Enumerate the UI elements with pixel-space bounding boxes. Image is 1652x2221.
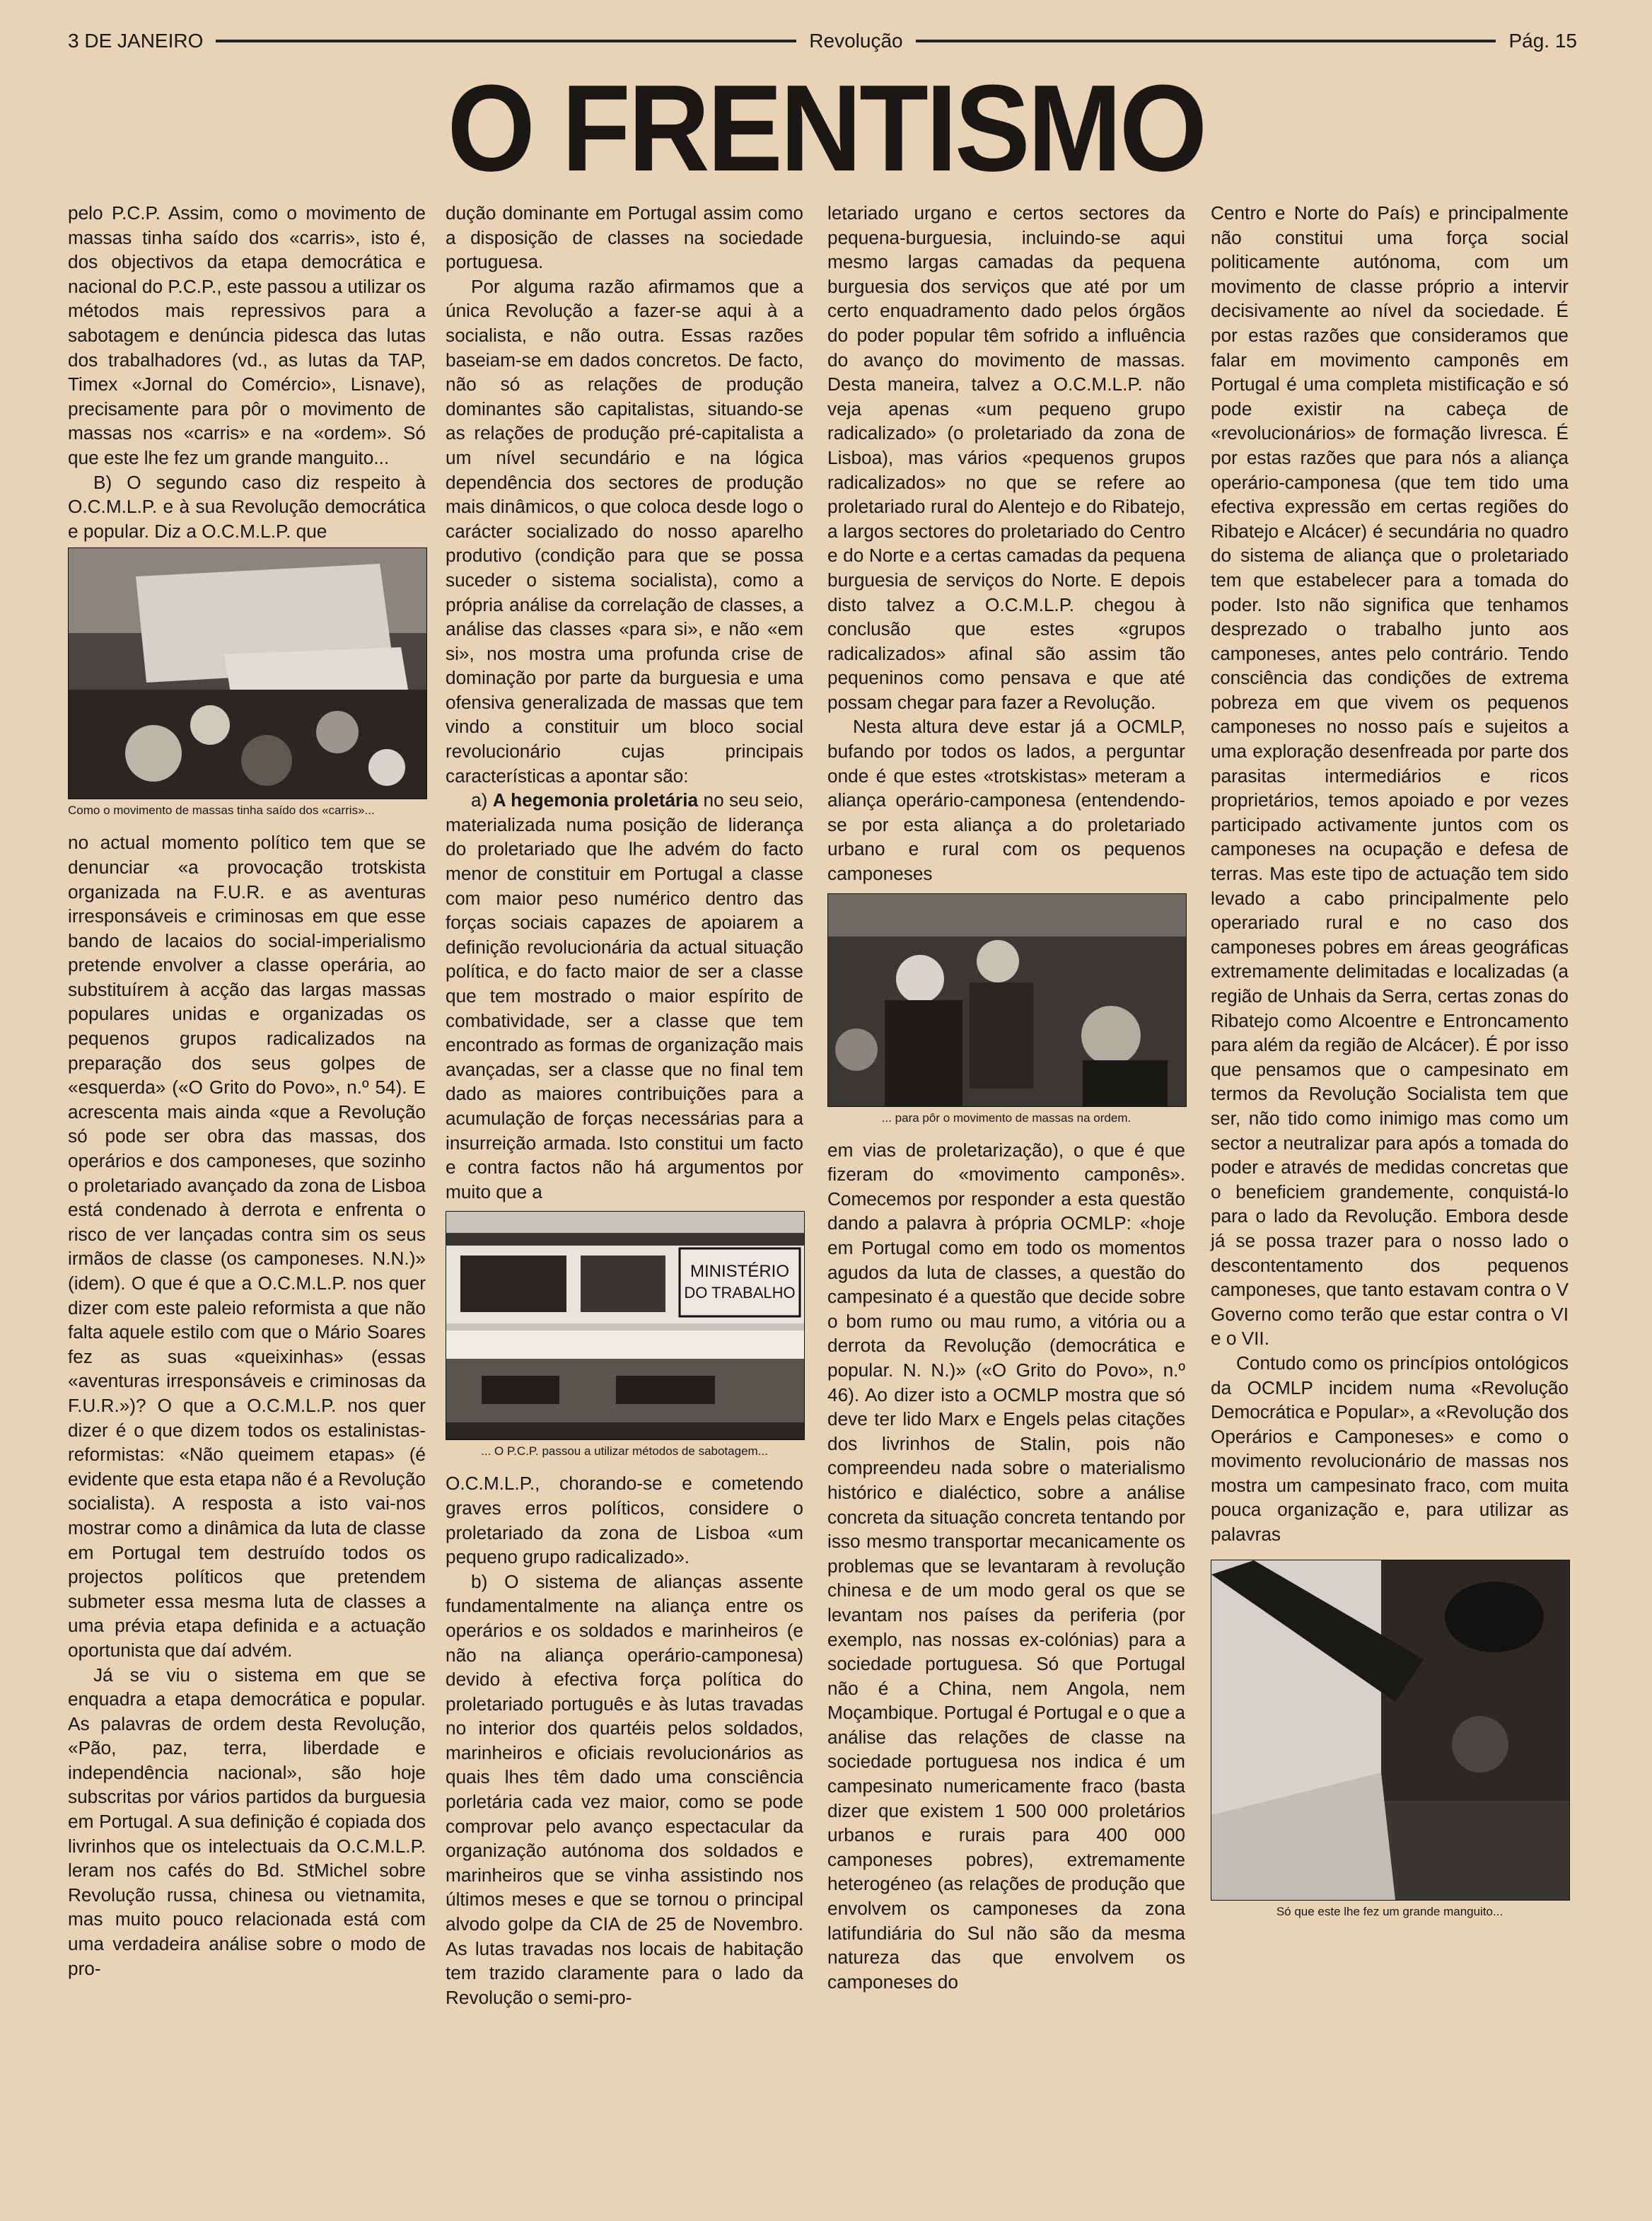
ministry-sign-line-1: MINISTÉRIO: [690, 1262, 790, 1282]
column-1: [68, 201, 426, 1981]
ministry-photo-caption: ... O P.C.P. passou a utilizar métodos de sabotagem...: [481, 1444, 768, 1459]
ministry-photo-image: [446, 1212, 804, 1439]
header-page: Pág. 15: [1508, 30, 1578, 52]
header-rule-right: [916, 40, 1496, 42]
col3-paragraph-1: letariado urgano e certos sectores da pequena-burguesia, incluindo-se aqui mesmo largas camadas da pequena burguesia dos serviços que até por um certo enquadramento dado pelos órgãos do poder popular têm sofrido a influência do avanço do movimento de massas. Desta maneira, talvez a O.C.M.L.P. não veja apenas «um pequeno grupo radicalizado» (o proletariado da zona de Lisboa), mas vários «pequenos grupos radicalizados» no que se refere ao proletariado rural do Alentejo e do Ribatejo, a largos sectores do proletariado do Centro e do Norte e a certas camadas da pequena burguesia de serviços do Norte. E depois disto talvez a O.C.M.L.P. chegou à conclusão que estes «grupos radicalizados» afinal são assim tão pequeninos como pensava e que até possam chegar para fazer a Revolução.: [827, 202, 1185, 713]
col2-paragraph-4: O.C.M.L.P., chorando-se e cometendo graves erros políticos, considere o proletariado da zona de Lisboa «um pequeno grupo radicalizado».: [446, 1473, 803, 1568]
col1-paragraph-2: B) O segundo caso diz respeito à O.C.M.L.P. e à sua Revolução democrática e popular. Diz a O.C.M.L.P. que: [68, 471, 426, 542]
page-header: [68, 25, 1577, 57]
article-title: O FRENTISMO: [447, 59, 1205, 197]
col3-paragraph-2: Nesta altura deve estar já a OCMLP, bufando por todos os lados, a perguntar onde é que estes «trotskistas» meteram a aliança operário-camponesa (entendendo-se por esta aliança a do proletariado urbano e rural com os pequenos camponeses: [827, 716, 1185, 885]
col1-paragraph-3: no actual momento político tem que se denunciar «a provocação trotskista organizada na F.U.R. e as aventuras irresponsáveis e criminosas em que esse bando de lacaios do social-imperialismo pretende envolver a classe operária, ao substituírem à acção das largas massas populares unidas e organizadas os pequenos grupos radicalizados na preparação dos seus golpes de «esquerda» («O Grito do Povo», n.º 54). E acrescenta mais ainda «que a Revolução só pode ser obra das massas, dos operários e dos camponeses, que sozinho o proletariado avançado da zona de Lisboa está condenado à derrota e enfrenta o risco de ver lançadas contra sim os seus irmãos de classe (os camponeses. N.N.)» (idem). O que é que a O.C.M.L.P. nos quer dizer com este paleio reformista a que não falta aquele estilo com que o Mário Soares fez as suas «queixinhas» (essas «aventuras irresponsáveis e criminosas da F.U.R.»)? O que a O.C.M.L.P. nos quer dizer é o que dizem todos os estalinistas-reformistas: «Não queimem etapas» (é evidente que esta etapa não é a Revolução socialista). A resposta a isto vai-nos mostrar como a dinâmica da luta de classe em Portugal tem destruído todos os projectos políticos que pretendem submeter essa mesma luta de classes a uma prévia etapa definida e a actuação oportunista que daí advém.: [68, 832, 426, 1661]
col4-paragraph-1: Centro e Norte do País) e principalmente não constitui uma força social politicamente autónoma, com um movimento de classe próprio a intervir decisivamente ao nível da sociedade. É por estas razões que consideramos que falar em movimento camponês em Portugal é uma completa mistificação e só pode existir na cabeça de «revolucionários» de formação livresca. É por estas razões que para nós a aliança operário-camponesa (que tem tido uma efectiva expressão em certas regiões do Ribatejo e Alcácer) é secundária no quadro do sistema de aliança que o proletariado tem que estabelecer para a tomada do poder. Isto não significa que tenhamos desprezado o trabalho junto aos camponeses, antes pelo contrário. Tendo consciência das condições de extrema pobreza em que vivem os pequenos camponeses no nosso país e sujeitos a uma exploração desenfreada por parte dos parasitas intermediários e ricos proprietários, temos apoiado e por vezes participado activamente juntos com os camponeses na ocupação e defesa de terras. Mas este tipo de actuação tem sido levado a cabo principalmente pelo operariado rural e no caso dos camponeses pobres em áreas geográficas extremamente delimitadas e localizadas (a região de Unhais da Serra, certas zonas do Ribatejo como Alcoentre e Entroncamento para além da região de Alcácer). É por isso que pensamos que o campesinato em termos da Revolução Socialista tem que ser, não tido como inimigo mas como um sector a neutralizar para após a tomada do poder e através de medidas concretas que o beneficiem grandemente, conquistá-lo para o lado da Revolução. Embora desde já se possa trazer para o nosso lado o descontentamento dos pequenos camponeses, que tanto estavam contra o V Governo como terão que estar contra o VI e o VII.: [1211, 202, 1569, 1350]
col2-p3-text: no seu seio, materializada numa posição de liderança do proletariado que lhe advém do facto menor de constituir em Portugal a classe com maior peso numérico dentro das forças sociais capazes de apoiarem a definição revolucionária da actual situação política, e do facto maior de ser a classe que tem mostrado o maior espírito de combatividade, ser a classe que tem encontrado as formas de organização mais avançadas, ser a classe que no final tem dado as maiores contribuições para a acumulação de forças necessárias para a insurreição armada. Isto constitui um facto e contra factos não há argumentos por muito que a: [446, 789, 803, 1202]
ministry-photo: [446, 1211, 805, 1440]
column-3: [827, 201, 1185, 1994]
assembly-photo: [827, 893, 1187, 1107]
gesture-photo-image: [1211, 1560, 1569, 1900]
col4-paragraph-2: Contudo como os princípios ontológicos da OCMLP incidem numa «Revolução Democrática e Popular», a «Revolução dos Operários e Camponeses» e como o movimento revolucionário de massas nos mostra um campesinato fraco, com muita pouca organização e, para utilizar as palavras: [1211, 1352, 1569, 1546]
col2-p3-heading: A hegemonia proletária: [492, 789, 699, 811]
assembly-photo-image: [828, 894, 1186, 1106]
protest-photo-caption: Como o movimento de massas tinha saído dos «carris»...: [68, 804, 375, 818]
gesture-photo: [1211, 1560, 1570, 1901]
col2-p3-lead: a): [471, 789, 488, 811]
header-date: 3 DE JANEIRO: [68, 30, 204, 52]
protest-photo: [68, 547, 427, 799]
protest-photo-image: [69, 548, 426, 799]
column-2: [446, 201, 803, 2010]
header-paper: Revolução: [809, 30, 903, 52]
col1-paragraph-1: pelo P.C.P. Assim, como o movimento de massas tinha saído dos «carris», isto é, dos objectivos da etapa democrática e nacional do P.C.P., este passou a utilizar os métodos mais repressivos para a sabotagem e denúncia pidesca das lutas dos trabalhadores (vd., as lutas da TAP, Timex «Jornal do Comércio», Lisnave), precisamente para pôr o movimento de massas nos «carris» e na «ordem». Só que este lhe fez um grande manguito...: [68, 202, 426, 468]
col3-paragraph-3: em vias de proletarização), o que é que fizeram do «movimento camponês». Comecemos por responder a esta questão dando a palavra à própria OCMLP: «hoje em Portugal como em todo os momentos agudos da luta de classes, a questão do campesinato é a questão que decide sobre o bom rumo ou mau rumo, a vitória ou a derrota da Revolução (democrática e popular. N. N.)» («O Grito do Povo», n.º 46). Ao dizer isto a OCMLP mostra que só deve ter lido Marx e Engels pelas citações dos livrinhos de Stalin, pois não compreendeu nada sobre o materialismo histórico e dialéctico, sobre a análise concreta da situação concreta tentando por isso mesmo transportar mecanicamente os problemas que se levantaram à revolução chinesa e de um modo geral os que se levantam nos países da periferia (por exemplo, nas nossas ex-colónias) para a sociedade portuguesa. Só que Portugal não é a China, nem Angola, nem Moçambique. Portugal é Portugal e o que a análise das relações de classe na sociedade portuguesa nos indica é um campesinato numericamente fraco (basta dizer que existem 1 500 000 proletários urbanos e rurais para 400 000 camponeses pobres), extremamente heterogéneo (as relações de produção que envolvem os camponeses da zona latifundiária do Sul não são da mesma natureza das que envolvem os camponeses do: [827, 1139, 1185, 1993]
assembly-photo-caption: ... para pôr o movimento de massas na ordem.: [881, 1110, 1132, 1125]
col2-paragraph-1: dução dominante em Portugal assim como a disposição de classes na sociedade portuguesa.: [446, 202, 803, 273]
column-4: [1211, 201, 1569, 1932]
ministry-sign-line-2: DO TRABALHO: [684, 1284, 796, 1302]
col2-paragraph-3: [446, 788, 803, 1204]
col2-paragraph-5: b) O sistema de alianças assente fundamentalmente na aliança entre os operários e os soldados e marinheiros (e não na aliança operário-camponesa) devido à efectiva força política do proletariado português e às lutas travadas no interior dos quartéis pelos soldados, marinheiros e oficiais revolucionários as quais lhes têm dado uma consciência porletária cada vez maior, como se pode comprovar pelo avanço espectacular da organização autónoma dos soldados e marinheiros que se vinha assistindo nos últimos meses e que se tornou o principal alvodo golpe da CIA de 25 de Novembro. As lutas travadas nos locais de habitação tem trazido claramente para o lado da Revolução o semi-pro-: [446, 1570, 803, 2008]
col1-paragraph-4: Já se viu o sistema em que se enquadra a etapa democrática e popular. As palavras de ordem desta Revolução, «Pão, paz, terra, liberdade e independência nacional», são hoje subscritas por vários partidos da burguesia em Portugal. A sua definição é copiada dos livrinhos que os intelectuais da O.C.M.L.P. leram nos cafés do Bd. StMichel sobre Revolução russa, chinesa ou vietnamita, mas muito pouco relacionada está com uma verdadeira análise sobre o modo de pro-: [68, 1664, 426, 1979]
header-rule-left: [216, 40, 796, 42]
gesture-photo-caption: Só que este lhe fez um grande manguito...: [1276, 1904, 1503, 1918]
col2-paragraph-2: Por alguma razão afirmamos que a única Revolução a fazer-se aqui à a socialista, e não outra. Essas razões baseiam-se em dados concretos. De facto, não só as relações de produção dominantes são capitalistas, situando-se as relações de produção pré-capitalista a um nível secundário e na lógica dependência dos sectores de produção mais dinâmicos, o que coloca desde logo o carácter socializado do nosso aparelho produtivo (condição para que se possa suceder o sistema socialista), como a própria análise da correlação de classes, a análise das classes «para si», e não «em si», nos mostra uma profunda crise de dominação por parte da burguesia e uma ofensiva generalizada de massas que tem vindo a constituir um bloco social revolucionário cujas principais características a apontar são:: [446, 275, 803, 787]
